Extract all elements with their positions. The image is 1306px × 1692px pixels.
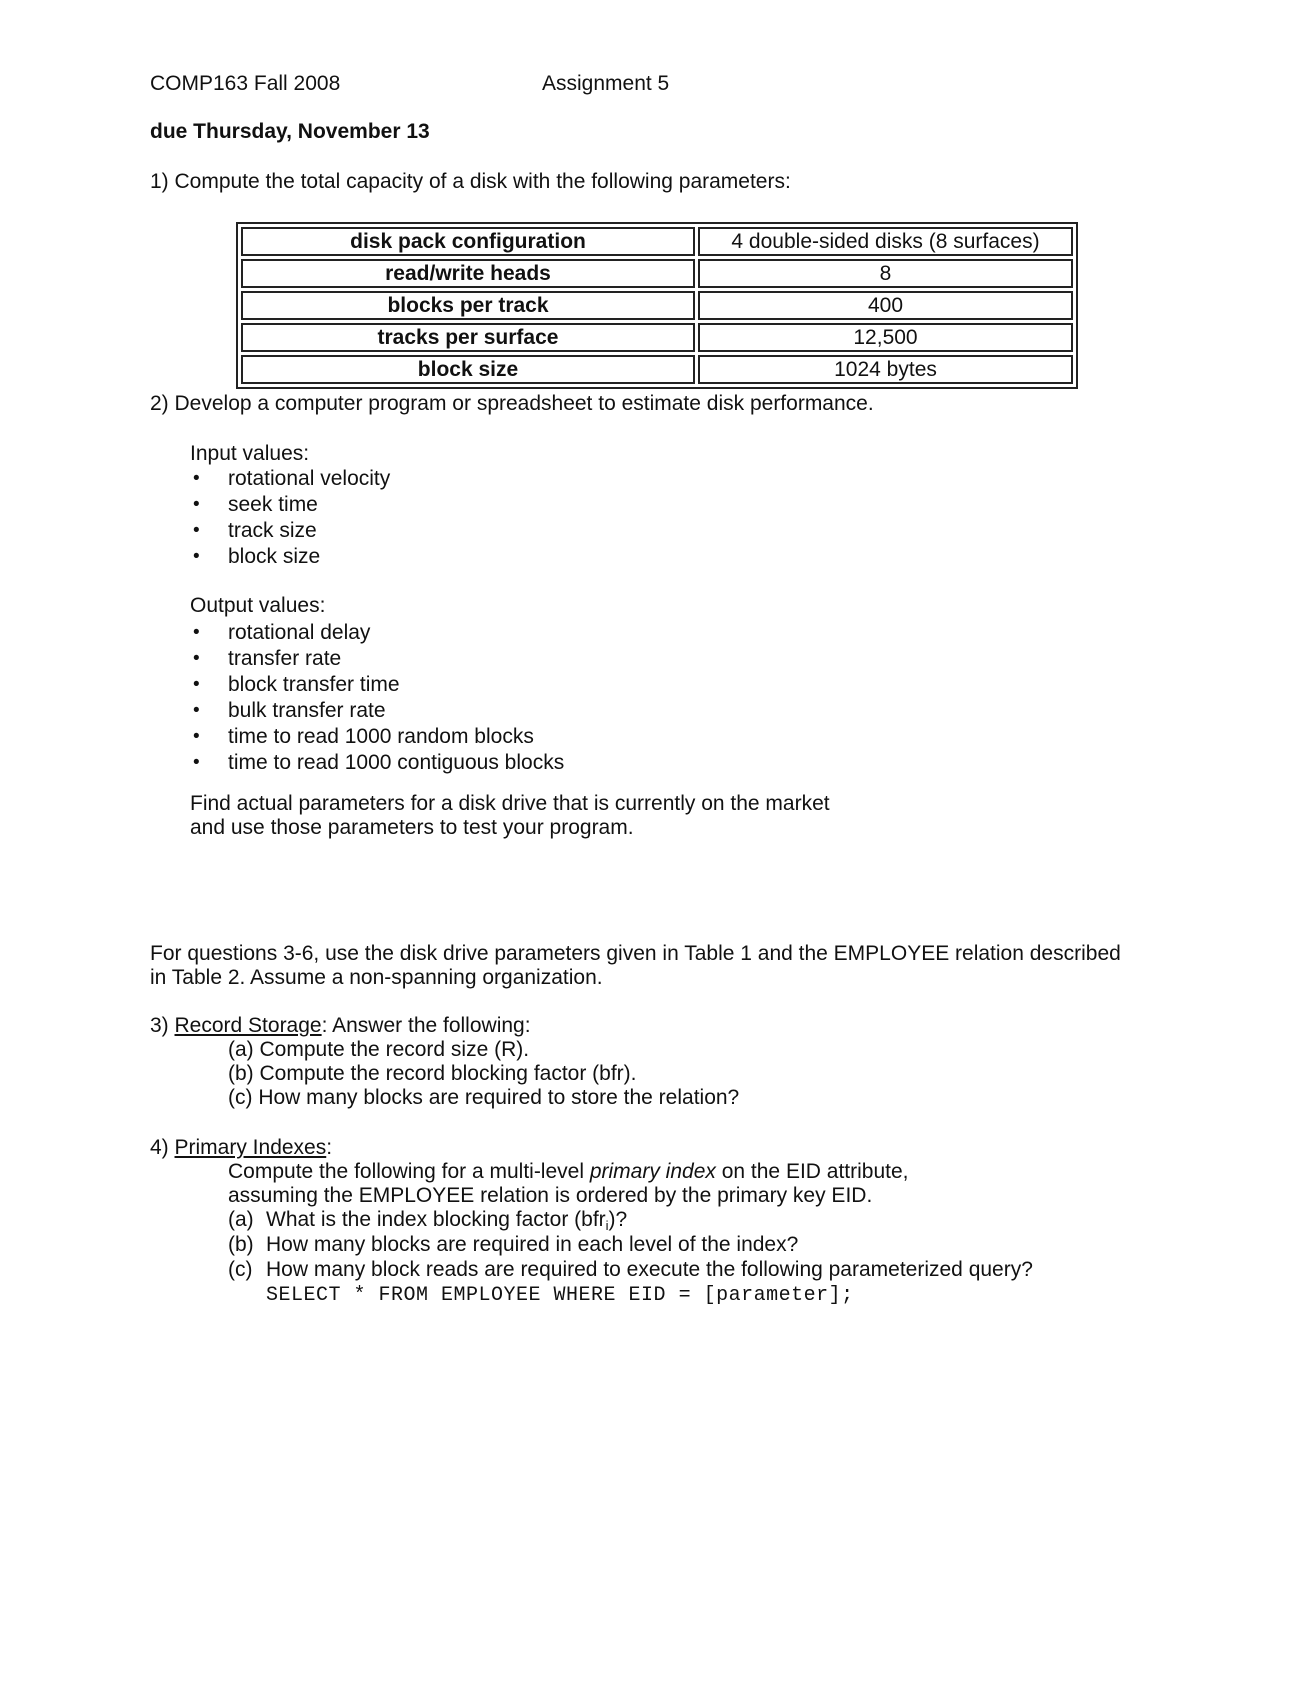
list-item: • track size xyxy=(193,519,317,542)
bullet-icon: • xyxy=(193,648,200,669)
param-name: tracks per surface xyxy=(241,323,695,352)
list-item: • block size xyxy=(193,545,321,568)
table-row xyxy=(241,227,1073,256)
question-3a: (a) Compute the record size (R). xyxy=(228,1038,530,1061)
question-2-note-line2: and use those parameters to test your program. xyxy=(190,816,634,839)
bullet-icon: • xyxy=(193,700,200,721)
table-row xyxy=(241,291,1073,320)
bullet-icon: • xyxy=(193,520,200,541)
question-3-title: Record Storage xyxy=(174,1014,322,1037)
list-item: • rotational velocity xyxy=(193,467,391,490)
question-3-heading: 3) Record Storage: Answer the following: xyxy=(150,1014,531,1037)
bullet-icon: • xyxy=(193,468,200,489)
due-date: due Thursday, November 13 xyxy=(150,120,430,143)
sql-query: SELECT * FROM EMPLOYEE WHERE EID = [parameter]; xyxy=(266,1284,854,1307)
list-item: • bulk transfer rate xyxy=(193,699,386,722)
table-row xyxy=(241,259,1073,288)
list-item: • transfer rate xyxy=(193,647,342,670)
output-values-list xyxy=(190,620,564,776)
course-title: COMP163 Fall 2008 xyxy=(150,72,341,95)
bullet-icon: • xyxy=(193,726,200,747)
bullet-icon: • xyxy=(193,494,200,515)
question-2-note-line1: Find actual parameters for a disk drive that is currently on the market xyxy=(190,792,830,815)
param-value: 400 xyxy=(698,291,1073,320)
question-4-heading: 4) Primary Indexes: xyxy=(150,1136,333,1159)
bullet-icon: • xyxy=(193,752,200,773)
question-4a: (a) What is the index blocking factor (bfr$_i$)? xyxy=(228,1208,628,1233)
output-values-heading: Output values: xyxy=(190,594,326,617)
question-4-title: Primary Indexes xyxy=(174,1136,327,1159)
question-4b: (b) How many blocks are required in each level of the index? xyxy=(228,1233,799,1256)
question-4-line2: assuming the EMPLOYEE relation is ordered by the primary key EID. xyxy=(228,1184,873,1207)
param-name: disk pack configuration xyxy=(241,227,695,256)
question-1-text: 1) Compute the total capacity of a disk with the following parameters: xyxy=(150,170,791,193)
list-item: • block transfer time xyxy=(193,673,400,696)
question-3b: (b) Compute the record blocking factor (bfr). xyxy=(228,1062,637,1085)
param-value: 4 double-sided disks (8 surfaces) xyxy=(698,227,1073,256)
list-item: • time to read 1000 random blocks xyxy=(193,725,534,748)
table-row xyxy=(241,323,1073,352)
param-value: 1024 bytes xyxy=(698,355,1073,384)
intro-line2: in Table 2. Assume a non-spanning organization. xyxy=(150,966,603,989)
assignment-title: Assignment 5 xyxy=(542,72,670,95)
list-item: • time to read 1000 contiguous blocks xyxy=(193,751,565,774)
bullet-icon: • xyxy=(193,622,200,643)
table-row xyxy=(241,355,1073,384)
param-value: 8 xyxy=(698,259,1073,288)
param-name: blocks per track xyxy=(241,291,695,320)
bullet-icon: • xyxy=(193,674,200,695)
param-name: read/write heads xyxy=(241,259,695,288)
input-values-list xyxy=(190,466,390,570)
disk-parameters-table xyxy=(236,222,1078,389)
question-4c: (c) How many block reads are required to execute the following parameterized query? xyxy=(228,1258,1033,1281)
intro-line1: For questions 3-6, use the disk drive parameters given in Table 1 and the EMPLOYEE relation described xyxy=(150,942,1121,965)
question-4-line1: Compute the following for a multi-level primary index on the EID attribute, xyxy=(228,1160,909,1183)
param-value: 12,500 xyxy=(698,323,1073,352)
list-item: • rotational delay xyxy=(193,621,371,644)
bullet-icon: • xyxy=(193,546,200,567)
question-2-text: 2) Develop a computer program or spreadsheet to estimate disk performance. xyxy=(150,392,874,415)
question-3c: (c) How many blocks are required to store the relation? xyxy=(228,1086,740,1109)
list-item: • seek time xyxy=(193,493,318,516)
input-values-heading: Input values: xyxy=(190,442,310,465)
param-name: block size xyxy=(241,355,695,384)
